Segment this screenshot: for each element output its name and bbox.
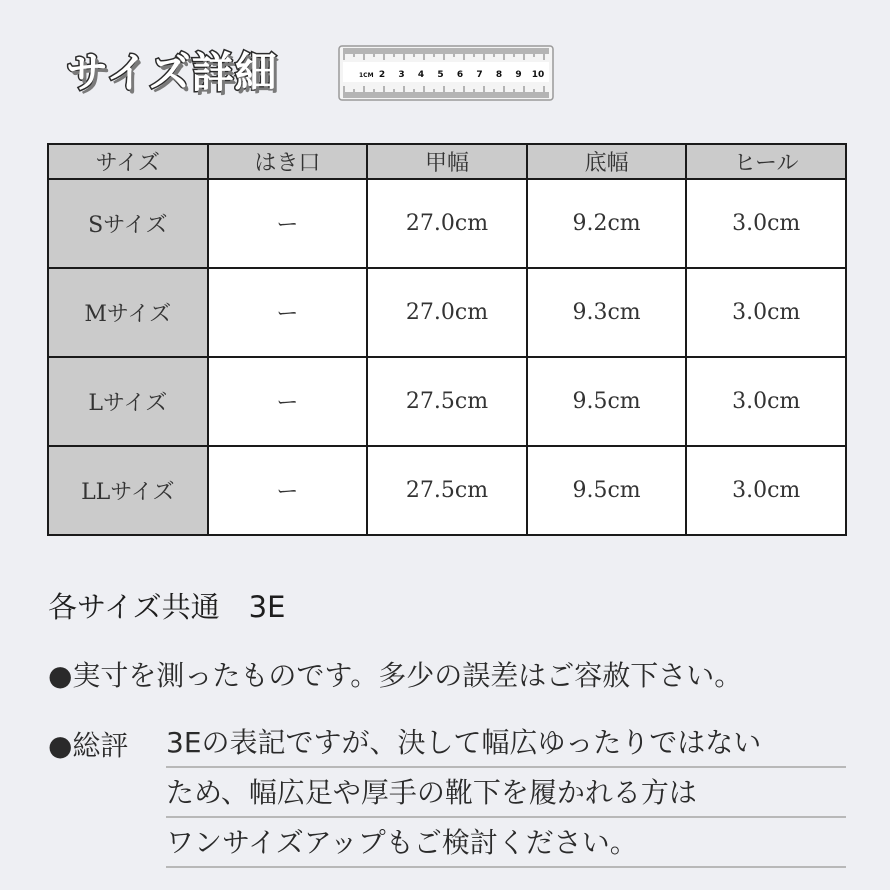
ruler-number: 6	[456, 70, 464, 80]
table-cell: 27.0cm	[367, 179, 527, 268]
review-text	[166, 720, 846, 870]
header-heel: ヒール	[686, 144, 846, 179]
table-cell: 3.0cm	[686, 268, 846, 357]
table-cell: 9.5cm	[527, 357, 687, 446]
row-size-label: Mサイズ	[48, 268, 208, 357]
table-cell: 27.5cm	[367, 357, 527, 446]
table-row	[48, 268, 846, 357]
ruler-number: 5	[437, 70, 444, 80]
size-table	[47, 143, 847, 536]
review-label: ●総評	[48, 729, 129, 762]
header-sole-width: 底幅	[527, 144, 687, 179]
table-cell: 27.5cm	[367, 446, 527, 535]
ruler-number: 8	[495, 70, 503, 80]
table-row	[48, 179, 846, 268]
row-size-label: LLサイズ	[48, 446, 208, 535]
ruler-unit-label: 1CM	[359, 72, 374, 79]
measurement-note: ●実寸を測ったものです。多少の誤差はご容赦下さい。	[48, 659, 743, 692]
table-cell: 9.3cm	[527, 268, 687, 357]
review-line: ため、幅広足や厚手の靴下を履かれる方は	[166, 770, 846, 818]
common-size-note: 各サイズ共通 3E	[48, 590, 286, 624]
table-header-row	[48, 144, 846, 179]
table-cell: 9.2cm	[527, 179, 687, 268]
table-cell: 27.0cm	[367, 268, 527, 357]
header-size: サイズ	[48, 144, 208, 179]
table-cell: 3.0cm	[686, 446, 846, 535]
review-line: 3Eの表記ですが、決して幅広ゆったりではない	[166, 720, 846, 768]
table-cell: 3.0cm	[686, 357, 846, 446]
ruler-number: 9	[515, 70, 522, 80]
row-size-label: Lサイズ	[48, 357, 208, 446]
ruler-number: 2	[378, 70, 386, 80]
header-instep-width: 甲幅	[367, 144, 527, 179]
page-title: サイズ詳細	[66, 48, 278, 97]
header-opening: はき口	[208, 144, 368, 179]
table-row	[48, 446, 846, 535]
ruler-number: 4	[417, 70, 425, 80]
table-cell: 9.5cm	[527, 446, 687, 535]
table-cell: ー	[208, 179, 368, 268]
review-line: ワンサイズアップもご検討ください。	[166, 820, 846, 868]
table-cell: ー	[208, 446, 368, 535]
ruler-number: 10	[531, 70, 545, 80]
ruler-number: 7	[476, 70, 483, 80]
table-row	[48, 357, 846, 446]
table-cell: 3.0cm	[686, 179, 846, 268]
ruler-number: 3	[398, 70, 405, 80]
row-size-label: Sサイズ	[48, 179, 208, 268]
ruler-icon	[338, 45, 554, 101]
table-cell: ー	[208, 268, 368, 357]
table-cell: ー	[208, 357, 368, 446]
